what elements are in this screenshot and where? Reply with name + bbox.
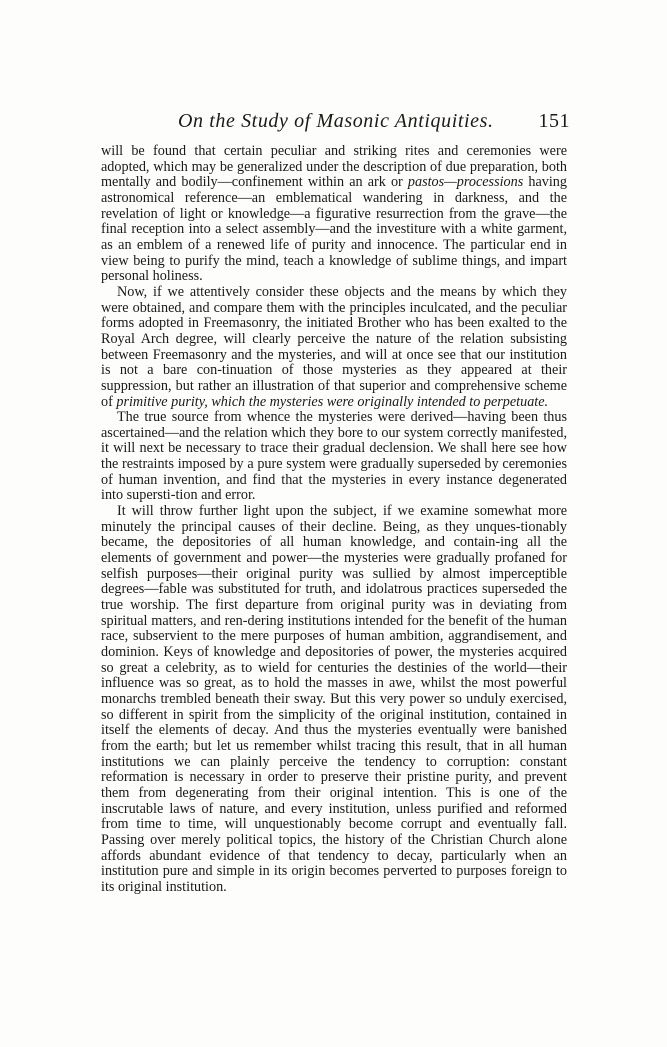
paragraph <box>101 504 567 895</box>
text-run: It will throw further light upon the subject, if we examine somewhat more minutely the principal causes of their decline. Being, as they unques-tionably became, the depositories of all human knowledge, and contain-ing all the elements of government and power—the mysteries were gradually profaned for selfish purposes—their original purity was sullied by almost imperceptible degrees—fable was substituted for truth, and idolatrous practices superseded the true worship. The first departure from original purity was in deviating from spiritual matters, and ren-dering institutions intended for the benefit of the human race, subservient to the mere purposes of human ambition, aggrandisement, and dominion. Keys of knowledge and depositories of power, the mysteries acquired so great a celebrity, as to wield for centuries the destinies of the world—their influence was so great, as to hold the masses in awe, whilst the most powerful monarchs trembled beneath their sway. But this very power so unduly exercised, so different in spirit from the simplicity of the original institution, contained in itself the elements of decay. And thus the mysteries eventually were banished from the earth; but let us remember whilst tracing this result, that in all human institutions we can plainly perceive the tendency to corruption: constant reformation is necessary in order to preserve their pristine purity, and prevent them from degenerating from their original intention. This is one of the inscrutable laws of nature, and every institution, unless purified and reformed from time to time, will unquestionably become corrupt and eventually fall. Passing over merely political topics, the history of the Christian Church alone affords abundant evidence of that tendency to decay, particularly when an institution pure and simple in its origin becomes perverted to purposes foreign to its original institution. <box>101 503 567 895</box>
running-head: On the Study of Masonic Antiquities. <box>178 110 494 132</box>
text-run: Now, if we attentively consider these objects and the means by which they were obtained, and compare them with the principles inculcated, and the peculiar forms adopted in Freemasonry, the initiated Brother who has been exalted to the Royal Arch degree, will clearly perceive the nature of the relation subsisting between Freemasonry and the mysteries, and will at once see that our institution is not a bare con-tinuation of those mysteries as they appeared at their suppression, but rather an illustration of that superior and comprehensive scheme of <box>101 283 567 410</box>
text-run: will be found that certain peculiar and striking rites and ceremonies were adopted, which may be generalized under the description of due preparation, both mentally and bodily—confinement within an ark or <box>101 143 567 191</box>
page-header <box>100 110 570 136</box>
paragraph <box>101 410 567 504</box>
paragraph <box>101 144 567 285</box>
italic-text: primitive purity, which the mysteries were originally intended to perpetuate. <box>116 393 549 410</box>
body-text <box>101 144 567 896</box>
text-run: having astronomical reference—an emblematical wandering in darkness, and the revelation of light or knowledge—a figurative resurrection from the grave—the final reception into a select assembly—and the investiture with a white garment, as an emblem of a renewed life of purity and innocence. The particular end in view being to purify the mind, teach a knowledge of sublime things, and impart personal holiness. <box>101 174 567 285</box>
italic-text: pastos—processions <box>407 174 524 191</box>
paragraph <box>101 285 567 410</box>
text-run: The true source from whence the mysteries were derived—having been thus ascertained—and the relation which they bore to our system correctly manifested, it will next be necessary to trace their gradual declension. We shall here see how the restraints imposed by a pure system were gradually superseded by ceremonies of human invention, and find that the mysteries in every instance degenerated into supersti-tion and error. <box>101 409 567 504</box>
page-number: 151 <box>538 110 570 132</box>
